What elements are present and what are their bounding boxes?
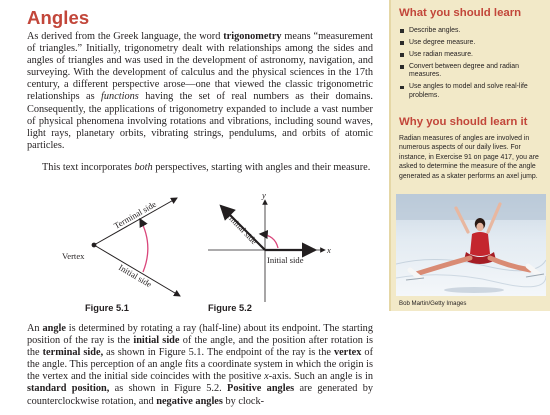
figure-5-2-diagram	[205, 190, 340, 302]
italic-term: both	[134, 162, 153, 173]
bold-term: initial side	[133, 335, 180, 347]
bold-term: negative angles	[156, 395, 223, 407]
bold-term: vertex	[333, 347, 362, 359]
perspective-paragraph	[27, 162, 373, 174]
text-run: perspectives, starting with angles and their measure.	[152, 162, 371, 173]
bullet-square-icon	[400, 86, 404, 90]
y-axis-label: y	[262, 190, 266, 200]
italic-term: x	[264, 371, 269, 383]
learn-item: Describe angles.	[399, 27, 547, 36]
photo-credit: Bob Martin/Getty Images	[399, 300, 467, 307]
learn-item: Use degree measure.	[399, 39, 547, 48]
bold-term: terminal side,	[42, 347, 104, 359]
vertex-point	[92, 243, 97, 248]
text-run: of the angle. This perception of an angle fits a coordinate system in which the origin is the vertex and the initial side coincides with the positive	[27, 347, 373, 383]
intro-paragraph	[27, 31, 373, 152]
text-run: as shown in Figure 5.2.	[109, 383, 228, 395]
angle-definition-paragraph	[27, 323, 373, 408]
learn-heading: What you should learn	[399, 7, 522, 19]
bullet-square-icon	[400, 53, 404, 57]
text-run: as shown in Figure 5.1. The endpoint of the ray is the	[103, 347, 334, 359]
figure-5-1	[62, 192, 196, 297]
terminal-side-label: Terminal side	[112, 198, 158, 231]
text-run: are generated by counterclockwise rotation, and	[27, 383, 374, 407]
text-run: by clock-	[222, 395, 265, 407]
figure-5-2-caption: Figure 5.2	[208, 303, 252, 313]
angle-arc	[140, 219, 148, 272]
initial-side-label: Initial side	[267, 255, 304, 265]
text-run: having the set of real numbers as their domains. Consequently, the applications of trigonometry expanded to include a vast number of physical phenomena involving rotations and vibrations, including sound waves, light rays, planetary orbits, vibrating strings, pendulums, and orbits of atomic particles.	[27, 91, 373, 151]
skater-photo	[396, 194, 546, 296]
italic-term: functions	[101, 91, 139, 103]
terminal-side-label: Terminal side	[219, 205, 260, 247]
learn-list	[399, 27, 547, 104]
why-heading: Why you should learn it	[399, 116, 528, 128]
text-run: is determined by rotating a ray (half-line) about its endpoint. The starting position of the ray is the	[27, 323, 373, 347]
bullet-square-icon	[400, 29, 404, 33]
learn-item: Use radian measure.	[399, 51, 547, 60]
bold-term: standard position,	[27, 383, 110, 395]
figure-skater-image	[396, 194, 546, 296]
bold-term: trigonometry	[223, 31, 282, 42]
text-run: As derived from the Greek language, the word	[27, 31, 224, 42]
bullet-square-icon	[400, 65, 404, 69]
text-run: This text incorporates	[42, 162, 135, 173]
bullet-square-icon	[400, 41, 404, 45]
learning-sidebar	[391, 0, 550, 311]
figure-5-1-diagram	[62, 192, 196, 297]
bold-term: Positive angles	[227, 383, 295, 395]
learn-item: Convert between degree and radian measures.	[399, 63, 547, 80]
figure-5-1-caption: Figure 5.1	[85, 303, 129, 313]
text-run: of the angle, and the position after rotation is the	[27, 335, 373, 359]
x-axis-label: x	[327, 245, 331, 255]
section-title: Angles	[27, 7, 90, 28]
text-run: -axis. Such an angle is in	[268, 371, 373, 383]
bold-term: angle	[42, 323, 66, 334]
figure-5-2	[205, 190, 340, 302]
vertex-label: Vertex	[62, 251, 85, 261]
terminal-side-ray	[94, 198, 177, 245]
text-run: An	[27, 323, 43, 334]
why-text: Radian measures of angles are involved in numerous aspects of our daily lives. For instance, in Exercise 91 on page 417, you are asked to determine the measure of the angle generated as a skater performs an axel jump.	[399, 135, 539, 180]
initial-side-label: Initial side	[116, 262, 154, 290]
text-run: means “measurement of triangles.” Initially, trigonometry dealt with relationships among the sides and angles of triangles and was used in the development of astronomy, navigation, and surveying. With the development of calculus and the physical sciences in the 17th century, a different perspective arose—one that viewed the classic trigonometric relationships as	[27, 31, 373, 103]
learn-item: Use angles to model and solve real-life problems.	[399, 83, 547, 100]
angle-arc	[260, 234, 278, 248]
